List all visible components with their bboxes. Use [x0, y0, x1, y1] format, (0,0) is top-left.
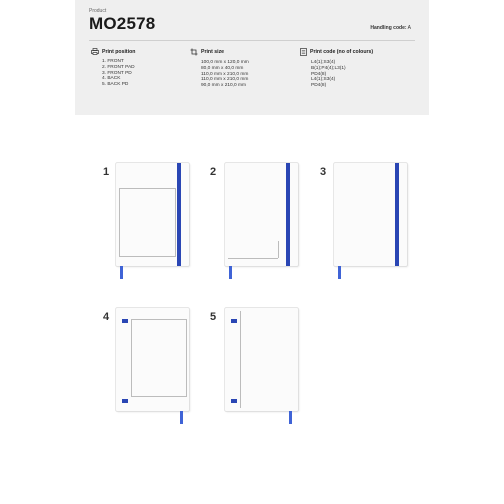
handling-code — [370, 25, 411, 31]
print-code-title: Print code (no of colours) — [310, 49, 374, 55]
elastic-band — [286, 163, 290, 266]
print-area-pd-line — [240, 311, 241, 408]
print-size-item: 90,0 mm x 210,0 mm — [201, 83, 247, 89]
print-code-item: B(1);P4(4);L3(1) — [311, 65, 346, 71]
document-icon — [300, 48, 307, 56]
bookmark-ribbon — [289, 411, 292, 424]
elastic-band — [177, 163, 181, 266]
print-code-item: L4(1);S3(4) — [311, 60, 336, 65]
print-size-item: 80,0 mm x 40,0 mm — [201, 65, 244, 71]
bookmark-ribbon — [180, 411, 183, 424]
view-number-3: 3 — [320, 166, 327, 178]
view-number-5: 5 — [210, 311, 217, 323]
elastic-band-end — [122, 319, 128, 323]
view-number-4: 4 — [103, 311, 110, 323]
print-position-item: 1. FRONT — [102, 59, 124, 64]
notebook-front-pd-view — [334, 163, 407, 266]
print-position-item: 4. BACK — [102, 76, 121, 82]
print-position-item: 3. FRONT PD — [102, 70, 132, 76]
crop-icon — [190, 48, 198, 56]
print-code-item: PD4(8) — [311, 71, 327, 77]
elastic-band-end — [122, 399, 128, 403]
view-number-2: 2 — [210, 166, 217, 178]
view-number-1: 1 — [103, 166, 110, 178]
elastic-band-end — [231, 399, 237, 403]
print-size-item: 110,0 mm x 210,0 mm — [201, 77, 249, 83]
handling-code-label: Handling code: — [370, 25, 407, 31]
printer-icon — [91, 48, 99, 55]
print-code-item: PD4(8) — [311, 83, 327, 89]
elastic-band — [395, 163, 399, 266]
print-size-title: Print size — [201, 49, 225, 55]
print-position-item: 5. BACK PD — [102, 82, 129, 88]
print-area-back — [131, 319, 187, 397]
print-size-item: 110,0 mm x 210,0 mm — [201, 71, 249, 77]
print-area-pad-bottom — [228, 258, 278, 259]
notebook-back-view — [116, 308, 189, 411]
print-code-item: L4(1);S3(4) — [311, 77, 336, 83]
print-size-item: 100,0 mm x 120,0 mm — [201, 60, 249, 65]
bookmark-ribbon — [229, 266, 232, 279]
header-divider — [89, 40, 415, 41]
print-area-pad-side — [278, 241, 279, 258]
notebook-front-pad-view — [225, 163, 298, 266]
print-position-item: 2. FRONT PAD — [102, 64, 135, 70]
elastic-band-end — [231, 319, 237, 323]
print-size-column — [190, 48, 249, 89]
handling-code-value: A — [407, 25, 411, 31]
header-panel — [75, 0, 429, 115]
print-position-title: Print position — [102, 48, 136, 55]
print-code-column — [300, 48, 373, 89]
product-code: MO2578 — [89, 14, 156, 33]
product-label: Product — [89, 8, 107, 14]
bookmark-ribbon — [338, 266, 341, 279]
print-area-front — [119, 188, 176, 257]
bookmark-ribbon — [120, 266, 123, 279]
notebook-back-pd-view — [225, 308, 298, 411]
notebook-front-view — [116, 163, 189, 266]
print-position-column — [91, 48, 135, 88]
